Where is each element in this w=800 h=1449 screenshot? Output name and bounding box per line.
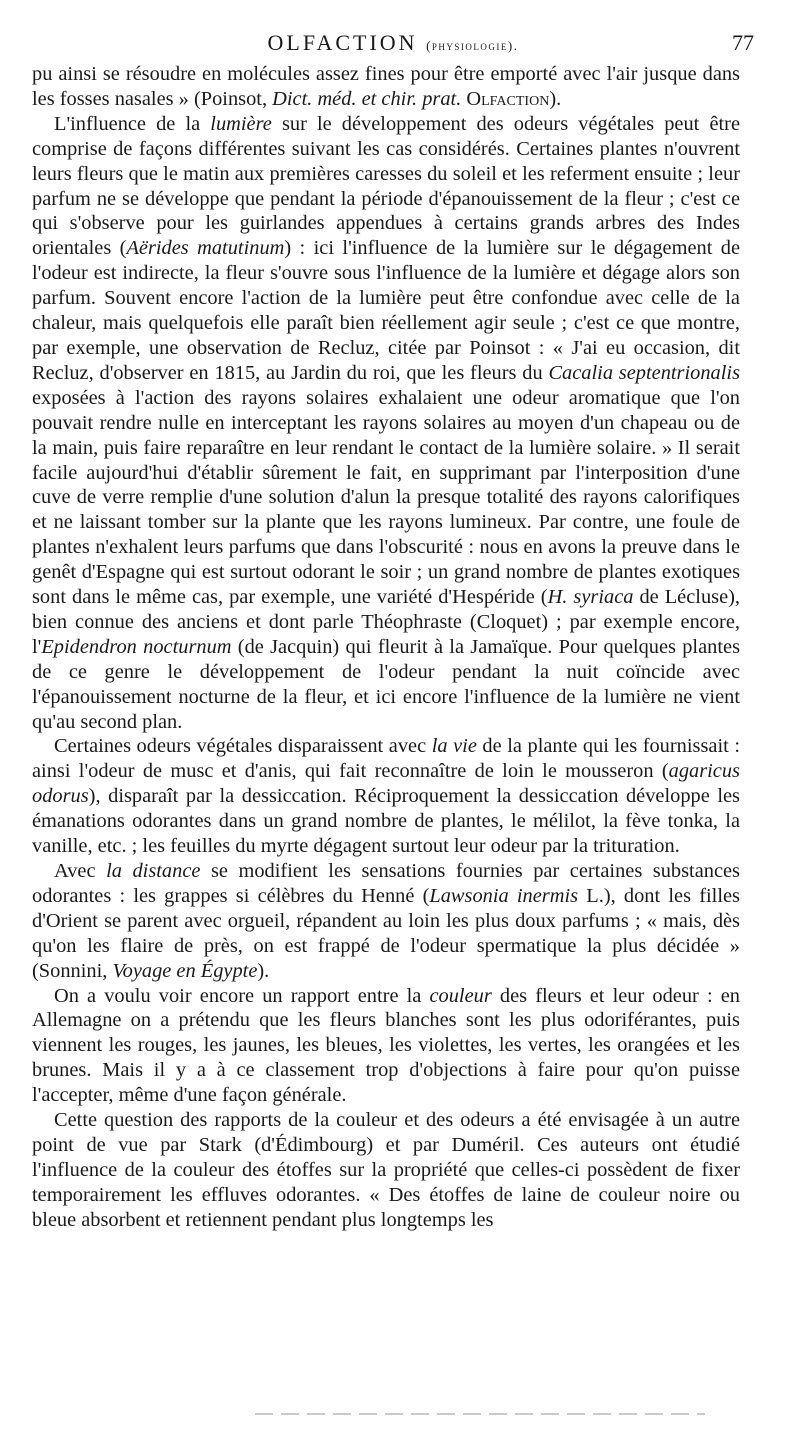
small-caps-span: Olfaction [466, 87, 550, 110]
italic-span: la vie [431, 735, 477, 758]
italic-span: Lawsonia inermis [429, 884, 579, 907]
page-body [32, 62, 740, 1233]
text-span: de Lécluse), bien connue des anciens et dont parle Théophraste (Cloquet) ; par exemple encore, l' [32, 586, 741, 658]
text-span: (de Jacquin) qui fleurit à la Jamaïque. Pour quelques plantes de ce genre le développement de l'odeur pendant la nuit coïncide avec l'épanouissement nocturne de la fleur, et ici encore l'influence de la lumière ne vient qu'au second plan. [32, 635, 740, 733]
paragraph [32, 859, 740, 984]
header-subtitle: (physiologie). [426, 38, 519, 53]
text-span: pu ainsi se résoudre en molécules assez fines pour être emporté avec l'air jusque dans les fosses nasales » (Poinsot, [32, 63, 740, 110]
italic-span: la distance [106, 860, 201, 882]
text-span: Avec [54, 860, 107, 882]
header-title-text: OLFACTION [267, 30, 418, 55]
paragraph [32, 62, 740, 112]
page-number: 77 [732, 30, 754, 55]
running-header [32, 30, 754, 60]
text-span: ). [257, 959, 270, 982]
text-span: L'influence de la [54, 112, 211, 135]
text-span: Cette question des rapports de la couleur et des odeurs a été envisagée à un autre point de vue par Stark (d'Édimbourg) et par Duméril. Ces auteurs ont étudié l'influence de la couleur des étoffes sur la propriété que celles-ci possèdent de fixer temporairement les effluves odorantes. « Des étoffes de laine de couleur noire ou bleue absorbent et retiennent pendant plus longtemps les [32, 1109, 740, 1231]
paragraph [32, 734, 740, 859]
italic-span: couleur [429, 984, 492, 1007]
paragraph [32, 984, 740, 1109]
italic-span: lumière [210, 112, 272, 135]
text-span: de la plante qui les fournissait : ainsi l'odeur de musc et d'anis, qui fait reconnaître de loin le mousseron ( [32, 735, 741, 783]
text-span: des fleurs et leur odeur : en Allemagne on a prétendu que les fleurs blanches sont les plus odoriférantes, puis viennent les rouges, les jaunes, les bleues, les violettes, les vertes, les orangées et les brunes. Mais il y a à ce classement trop d'objections à faire pour qu'on puisse l'accepter, même d'une façon générale. [32, 984, 741, 1107]
text-span: Certaines odeurs végétales disparaissent avec [54, 735, 432, 758]
italic-span: Dict. méd. et chir. prat. [272, 87, 462, 110]
paragraph [32, 112, 740, 735]
paragraph [32, 1108, 740, 1233]
text-span: sur le développement des odeurs végétales peut être comprise de façons différentes suivant les cas considérés. Certaines plantes n'ouvrent leurs fleurs que le matin aux premières caresses du soleil et les referment ensuite ; leur parfum ne se développe que pendant la période d'épanouissement de la fleur ; c'est ce qui s'observe pour les guirlandes appendues à certains grands arbres des Indes orientales ( [32, 112, 740, 260]
text-span: L.), dont les filles d'Orient se parent avec orgueil, répandent au loin les plus doux parfums ; « mais, dès qu'on les flaire de près, on est frappé de l'odeur spermatique la plus décidée » (Sonnini, [32, 884, 740, 982]
text-span: exposées à l'action des rayons solaires exhalaient une odeur aromatique que l'on pouvait rendre nulle en interceptant les rayons solaires au moyen d'un chapeau ou de la main, puis faire reparaître en leur rendant le contact de la lumière solaire. » Il serait facile aujourd'hui d'établir sûrement le fait, en supprimant par l'interposition d'une cuve de verre remplie d'une solution d'alun la presque totalité des rayons calorifiques et ne laissant tomber sur la plante que les rayons lumineux. Par contre, une foule de plantes n'exhalent leurs parfums que dans l'obscurité : nous en avons la preuve dans le genêt d'Espagne qui est surtout odorant le soir ; un grand nombre de plantes exotiques sont dans le même cas, par exemple, une variété d'Hespéride ( [32, 386, 740, 609]
text-span: ), disparaît par la dessiccation. Réciproquement la dessiccation développe les émanations odorantes dans un grand nombre de plantes, le mélilot, la fève tonka, la vanille, etc. ; les feuilles du myrte dégagent surtout leur odeur par la trituration. [32, 785, 740, 858]
text-span: se modifient les sensations fournies par certaines substances odorantes : les grappes si célèbres du Henné ( [32, 860, 740, 907]
italic-span: H. syriaca [547, 586, 634, 609]
italic-span: Epidendron nocturnum [41, 635, 232, 658]
text-span: ). [549, 87, 562, 110]
bottom-edge-artifact [255, 1413, 705, 1415]
italic-span: Cacalia septentrionalis [548, 361, 741, 384]
italic-span: agaricus odorus [32, 760, 740, 808]
header-title [32, 30, 754, 56]
italic-span: Aërides matutinum [126, 237, 285, 260]
text-span: ) : ici l'influence de la lumière sur le dégagement de l'odeur est indirecte, la fleur s'ouvre sous l'influence de la lumière et dégage alors son parfum. Souvent encore l'action de la lumière peut être confondue avec celle de la chaleur, mais quelquefois elle paraît bien réellement agir seule ; c'est ce que montre, par exemple, une observation de Recluz, citée par Poinsot : « J'ai eu occasion, dit Recluz, d'observer en 1815, au Jardin du roi, que les fleurs du [32, 237, 740, 384]
text-span: On a voulu voir encore un rapport entre la [54, 984, 430, 1007]
italic-span: Voyage en Égypte [112, 959, 258, 982]
